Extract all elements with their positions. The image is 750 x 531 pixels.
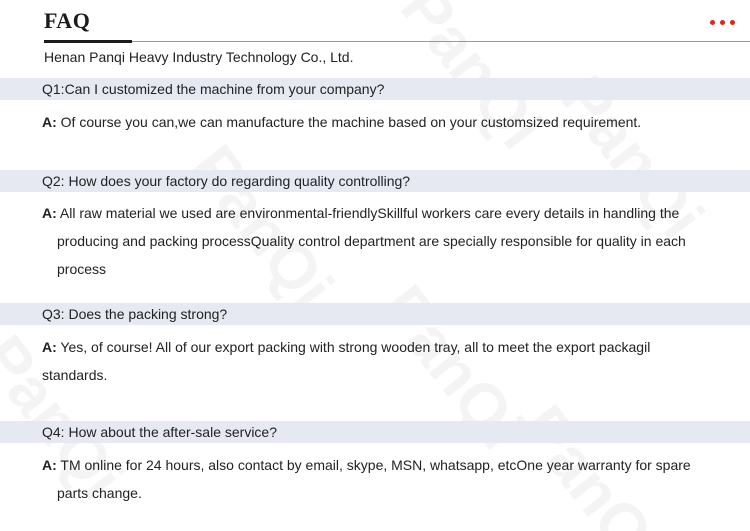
answer-text: TM online for 24 hours, also contact by email, skype, MSN, whatsapp, etcOne year warranty for spare xyxy=(60,457,691,473)
answer-block xyxy=(42,451,722,507)
answer-text: Yes, of course! All of our export packing with strong wooden tray, all to meet the export packagil xyxy=(60,339,651,355)
page-title: FAQ xyxy=(44,8,91,33)
answer-label: A: xyxy=(42,339,57,355)
more-dots-icon[interactable] xyxy=(710,20,735,25)
faq-header xyxy=(0,0,750,42)
answer-text: process xyxy=(57,261,107,277)
header-divider xyxy=(132,41,750,42)
dot xyxy=(720,20,725,25)
question-text: Q3: Does the packing strong? xyxy=(42,306,228,322)
answer-text: All raw material we used are environmental-friendlySkillful workers care every details in handling the xyxy=(59,205,680,221)
title-underline xyxy=(44,40,132,43)
question-band xyxy=(0,303,750,325)
answer-block xyxy=(42,333,722,389)
question-text: Q2: How does your factory do regarding quality controlling? xyxy=(42,173,411,189)
answer-label: A: xyxy=(42,114,57,130)
dot xyxy=(730,20,735,25)
answer-text: Of course you can,we can manufacture the machine based on your customsized requirement. xyxy=(60,114,642,130)
answer-text: parts change. xyxy=(57,485,142,501)
answer-text: producing and packing processQuality control department are specially responsible for quality in each xyxy=(57,233,686,249)
answer-block xyxy=(42,108,722,136)
question-text: Q4: How about the after-sale service? xyxy=(42,424,278,440)
answer-label: A: xyxy=(42,457,57,473)
answer-text: standards. xyxy=(42,367,108,383)
answer-label: A: xyxy=(42,205,57,221)
company-name: Henan Panqi Heavy Industry Technology Co., Ltd. xyxy=(44,49,354,65)
question-band xyxy=(0,170,750,192)
question-band xyxy=(0,421,750,443)
answer-block xyxy=(42,199,722,283)
dot xyxy=(710,20,715,25)
question-text: Q1:Can I customized the machine from your company? xyxy=(42,81,385,97)
question-band xyxy=(0,78,750,100)
